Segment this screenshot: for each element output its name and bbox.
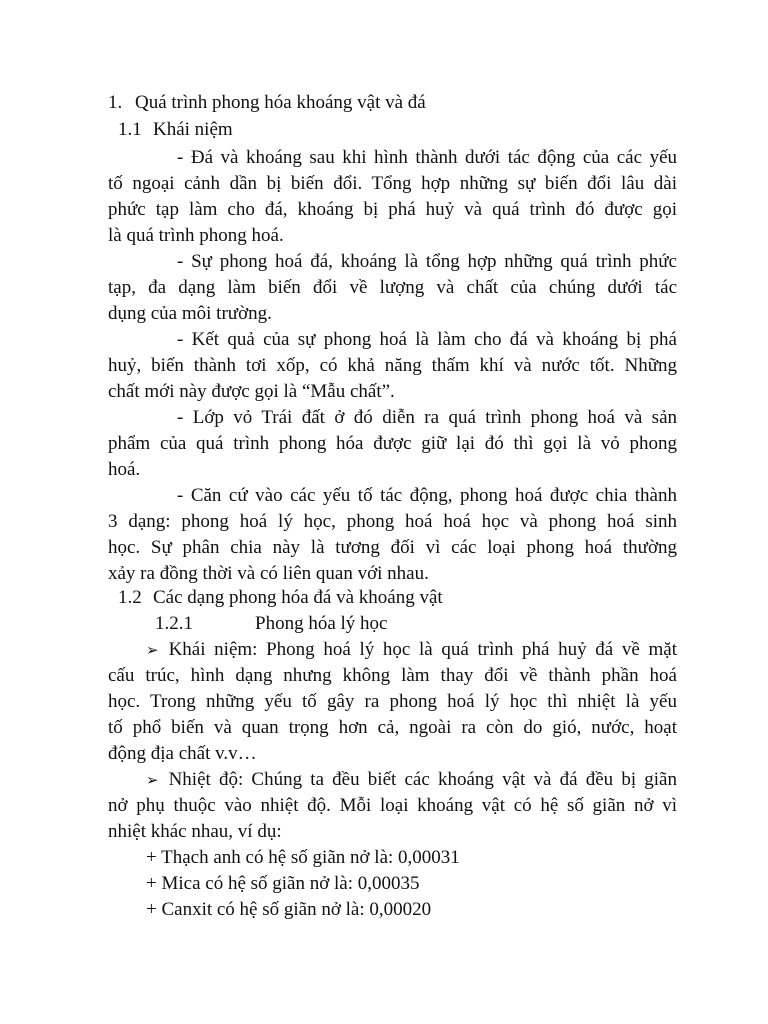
subsection-heading [118, 585, 443, 611]
paragraph-line: - Kết quả của sự phong hoá là làm cho đá và khoáng bị phá [177, 329, 677, 350]
subsection-title: Các dạng phong hóa đá và khoáng vật [153, 587, 443, 608]
subsection-heading [118, 117, 233, 143]
paragraph-line: - Sự phong hoá đá, khoáng là tổng hợp những quá trình phức [177, 251, 677, 272]
bullet-line [146, 637, 677, 663]
bullet-text: Nhiệt độ: Chúng ta đều biết các khoáng vật và đá đều bị giãn [168, 769, 677, 790]
paragraph-line: huỷ, biến thành tơi xốp, có khả năng thấm khí và nước tốt. Những [108, 355, 677, 376]
bullet-text: Khái niệm: Phong hoá lý học là quá trình phá huỷ đá về mặt [168, 639, 677, 660]
subsubsection-number: 1.2.1 [155, 613, 193, 634]
paragraph-line: học. Sự phân chia này là tương đối vì các loại phong hoá thường [108, 537, 677, 558]
subsection-title: Khái niệm [153, 119, 233, 140]
section-title: Quá trình phong hóa khoáng vật và đá [135, 92, 426, 113]
paragraph-line: phẩm của quá trình phong hóa được giữ lại đó thì gọi là vỏ phong [108, 433, 677, 454]
paragraph-line: nở phụ thuộc vào nhiệt độ. Mỗi loại khoáng vật có hệ số giãn nở vì [108, 795, 677, 816]
example-item: + Mica có hệ số giãn nở là: 0,00035 [146, 873, 420, 894]
paragraph-line: tố ngoại cảnh dần bị biến đổi. Tổng hợp những sự biến đổi lâu dài [108, 173, 677, 194]
paragraph-line: động địa chất v.v… [108, 743, 257, 764]
paragraph-line: - Đá và khoáng sau khi hình thành dưới tác động của các yếu [177, 147, 677, 168]
example-item: + Thạch anh có hệ số giãn nở là: 0,00031 [146, 847, 460, 868]
paragraph-line: - Căn cứ vào các yếu tố tác động, phong hoá được chia thành [177, 485, 677, 506]
arrowhead-bullet-icon: ➢ [146, 771, 159, 789]
subsection-number: 1.2 [118, 587, 142, 608]
paragraph-line: học. Trong những yếu tố gây ra phong hoá lý học thì nhiệt là yếu [108, 691, 677, 712]
paragraph-line: nhiệt khác nhau, ví dụ: [108, 821, 282, 842]
paragraph-line: 3 dạng: phong hoá lý học, phong hoá hoá học và phong hoá sinh [108, 511, 677, 532]
paragraph-line: hoá. [108, 459, 141, 480]
subsubsection-title: Phong hóa lý học [255, 613, 388, 634]
paragraph-line: là quá trình phong hoá. [108, 225, 284, 246]
paragraph-line: chất mới này được gọi là “Mẫu chất”. [108, 381, 395, 402]
section-number: 1. [108, 92, 123, 113]
section-heading [108, 90, 426, 116]
paragraph-line: cấu trúc, hình dạng nhưng không làm thay đổi về thành phần hoá [108, 665, 677, 686]
paragraph-line: dụng của môi trường. [108, 303, 272, 324]
paragraph-line: - Lớp vỏ Trái đất ở đó diễn ra quá trình phong hoá và sản [177, 407, 677, 428]
paragraph-line: tố phổ biến và quan trọng hơn cả, ngoài ra còn do gió, nước, hoạt [108, 717, 677, 738]
subsection-number: 1.1 [118, 119, 142, 140]
paragraph-line: xảy ra đồng thời và có liên quan với nhau. [108, 563, 429, 584]
paragraph-line: tạp, đa dạng làm biến đổi về lượng và chất của chúng dưới tác [108, 277, 677, 298]
example-item: + Canxit có hệ số giãn nở là: 0,00020 [146, 899, 432, 920]
paragraph-line: phức tạp làm cho đá, khoáng bị phá huỷ và quá trình đó được gọi [108, 199, 677, 220]
bullet-line [146, 767, 677, 793]
arrowhead-bullet-icon: ➢ [146, 641, 159, 659]
subsubsection-heading [155, 611, 387, 637]
